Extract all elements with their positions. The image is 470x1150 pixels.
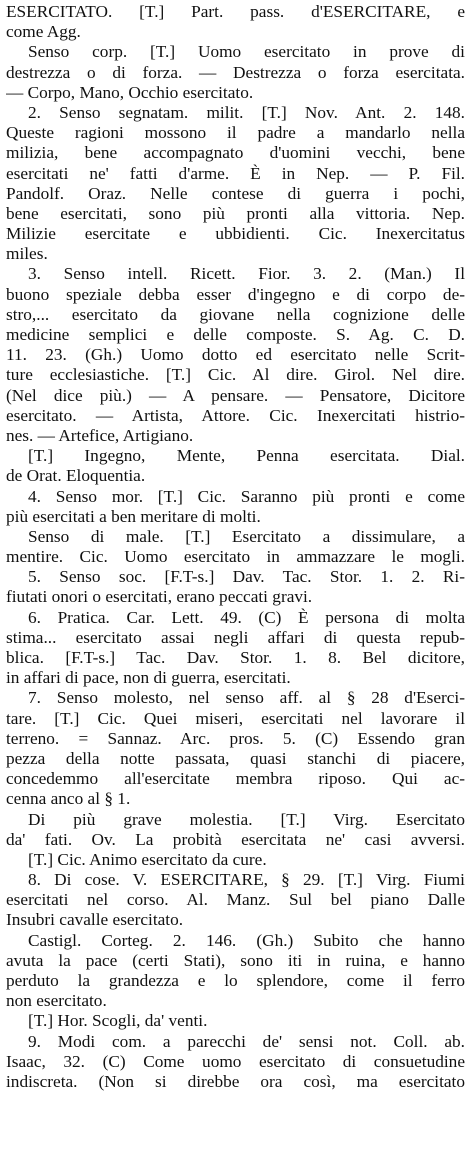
text-line: de Orat. Eloquentia. <box>6 466 146 486</box>
text-line: 7. Senso molesto, nel senso aff. al § 28 d'Eserci- <box>28 688 465 708</box>
text-line: milizia, bene accompagnato d'uomini vecchi, bene <box>6 143 465 163</box>
text-line: 3. Senso intell. Ricett. Fior. 3. 2. (Man.) Il <box>28 264 465 284</box>
text-line: (Nel dice più.) — A pensare. — Pensatore, Dicitore <box>6 385 465 405</box>
text-line: stro,... esercitato da giovane nella cognizione delle <box>6 304 465 324</box>
text-line: Milizie esercitate e ubbidienti. Cic. Inexercitatus <box>6 224 465 244</box>
text-line: [T.] Ingegno, Mente, Penna esercitata. Dial. <box>28 446 465 466</box>
text-line: ture ecclesiastiche. [T.] Cic. Al dire. Girol. Nel dire. <box>6 365 465 385</box>
text-line: — Corpo, Mano, Occhio esercitato. <box>6 82 254 102</box>
text-line: concedemmo all'esercitate membra riposo. Qui ac- <box>6 769 465 789</box>
text-line: Queste ragioni mossono il padre a mandarlo nella <box>6 123 465 143</box>
text-line: Di più grave molestia. [T.] Virg. Esercitato <box>28 809 465 829</box>
text-line: 9. Modi com. a parecchi de' sensi not. Coll. ab. <box>28 1031 465 1051</box>
text-line: stima... esercitato assai negli affari di questa repub- <box>6 627 465 647</box>
text-line: miles. <box>6 244 48 264</box>
text-line: perduto la grandezza e lo splendore, come il ferro <box>6 971 465 990</box>
text-line: nes. — Artefice, Artigiano. <box>6 425 194 445</box>
text-line: in affari di pace, non di guerra, esercitati. <box>6 668 291 688</box>
text-line: blica. [F.T-s.] Tac. Dav. Stor. 1. 8. Bel dicitore, <box>6 648 465 667</box>
text-line: indiscreta. (Non si direbbe ora così, ma esercitato <box>6 1071 465 1091</box>
text-line: Insubri cavalle esercitato. <box>6 910 184 930</box>
text-line: 11. 23. (Gh.) Uomo dotto ed esercitato nelle Scrit- <box>6 345 465 365</box>
text-line: esercitato. — Artista, Attore. Cic. Inexercitati histrio- <box>6 405 465 425</box>
text-line: terreno. = Sannaz. Arc. pros. 5. (C) Essendo gran <box>6 728 465 748</box>
text-line: mentire. Cic. Uomo esercitato in ammazzare le mogli. <box>6 547 465 567</box>
text-line: [T.] Cic. Animo esercitato da cure. <box>28 849 267 869</box>
text-line: avuta la pace (certi Stati), sono iti in ruina, e hanno <box>6 950 465 970</box>
text-line: 4. Senso mor. [T.] Cic. Saranno più pronti e come <box>28 486 465 506</box>
text-line: buono speziale debba esser d'ingegno e di corpo de- <box>6 284 465 304</box>
text-line: Castigl. Corteg. 2. 146. (Gh.) Subito che hanno <box>28 930 465 950</box>
text-line: pezza della notte passata, quasi stanchi di piacere, <box>6 748 465 768</box>
text-line: 8. Di cose. V. ESERCITARE, § 29. [T.] Virg. Fiumi <box>28 870 465 890</box>
text-line: destrezza o di forza. — Destrezza o forza esercitata. <box>6 62 465 82</box>
text-line: 5. Senso soc. [F.T-s.] Dav. Tac. Stor. 1. 2. Ri- <box>28 567 465 587</box>
text-line: Isaac, 32. (C) Come uomo esercitato di consuetudine <box>6 1051 465 1071</box>
text-line: bene esercitati, sono più pronti alla vittoria. Nep. <box>6 203 465 223</box>
text-line: 2. Senso segnatam. milit. [T.] Nov. Ant. 2. 148. <box>28 102 465 122</box>
text-line: come Agg. <box>6 22 81 42</box>
text-line: fiutati onori o esercitati, erano peccati gravi. <box>6 587 313 607</box>
text-line: Senso corp. [T.] Uomo esercitato in prove di <box>28 42 465 62</box>
text-line: medicine semplici e delle composte. S. Ag. C. D. <box>6 325 465 344</box>
text-line: Pandolf. Oraz. Nelle contese di guerra i pochi, <box>6 183 465 203</box>
text-line: più esercitati a ben meritare di molti. <box>6 506 261 526</box>
text-line: tare. [T.] Cic. Quei miseri, esercitati nel lavorare il <box>6 708 465 728</box>
text-line: esercitati nel corso. Al. Manz. Sul bel piano Dalle <box>6 890 465 910</box>
text-line: 6. Pratica. Car. Lett. 49. (C) È persona di molta <box>28 607 465 627</box>
text-line: cenna anco al § 1. <box>6 789 131 809</box>
text-line: da' fati. Ov. La probità esercitata ne' casi avversi. <box>6 829 465 849</box>
text-line: Senso di male. [T.] Esercitato a dissimulare, a <box>28 526 465 546</box>
text-line: [T.] Hor. Scogli, da' venti. <box>28 1011 208 1031</box>
text-line: esercitati ne' fatti d'arme. È in Nep. — P. Fil. <box>6 163 465 183</box>
text-line: ESERCITATO. [T.] Part. pass. d'ESERCITARE, e <box>6 2 465 21</box>
text-line: non esercitato. <box>6 991 107 1011</box>
